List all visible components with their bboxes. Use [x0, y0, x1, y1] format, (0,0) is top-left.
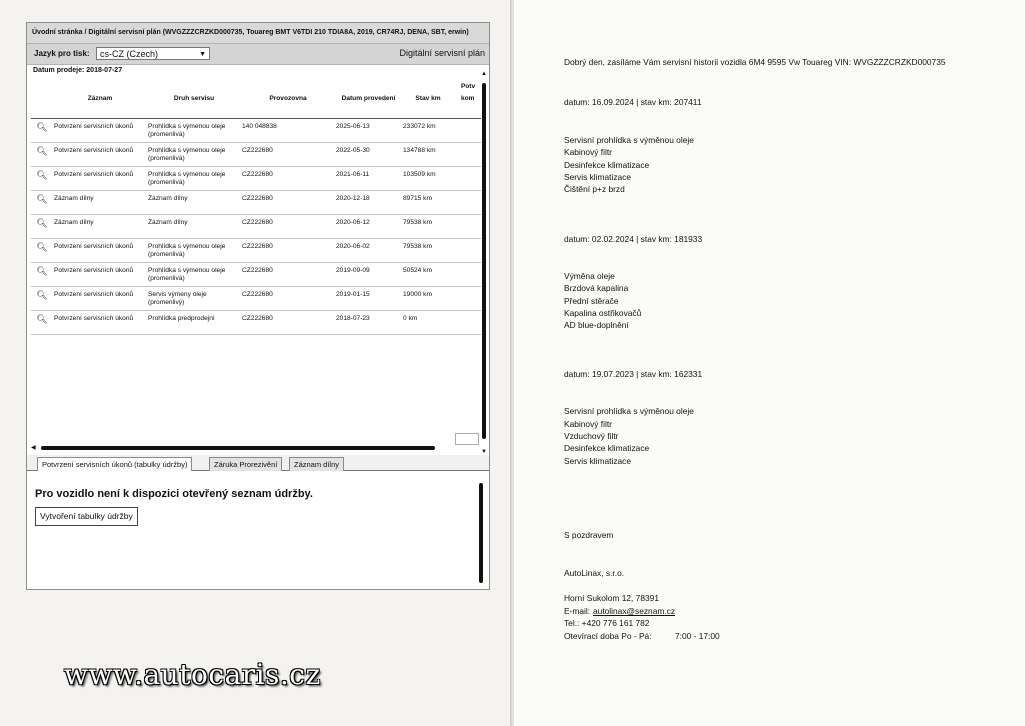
table-row[interactable] [31, 311, 481, 335]
entry-3-item: Desinfekce klimatizace [564, 443, 650, 453]
cell-km: 0 km [402, 311, 454, 335]
cell-record: Potvrzení servisních úkonů [53, 263, 147, 287]
cell-record: Potvrzení servisních úkonů [53, 119, 147, 143]
no-maintenance-list-message: Pro vozidlo není k dispozici otevřený seznam údržby. [35, 488, 313, 500]
column-header-date[interactable]: Datum provedení [335, 78, 402, 119]
magnifier-icon[interactable]: 🔍︎ [31, 167, 53, 191]
cell-type: Prohlídka s výmenou oleje (promenlivá) [147, 167, 241, 191]
letter-greeting: S pozdravem [564, 530, 614, 540]
cell-blank [454, 287, 481, 311]
company-address: Horní Sukolom 12, 78391 [564, 593, 659, 603]
cell-type: Prohlídka s výmenou oleje (promenlivá) [147, 119, 241, 143]
cell-record: Potvrzení servisních úkonů [53, 287, 147, 311]
cell-km: 19000 km [402, 287, 454, 311]
language-bar [27, 43, 489, 65]
language-select[interactable] [96, 47, 210, 60]
cell-date: 2019-01-15 [335, 287, 402, 311]
entry-2-item: Výměna oleje [564, 271, 615, 281]
magnifier-icon[interactable]: 🔍︎ [31, 239, 53, 263]
cell-site: CZ222680 [241, 239, 335, 263]
entry-3-item: Vzduchový filtr [564, 431, 619, 441]
cell-site: CZ222680 [241, 311, 335, 335]
entry-1-item: Kabinový filtr [564, 147, 612, 157]
cell-type: Záznam dílny [147, 215, 241, 239]
scroll-up-arrow-icon[interactable]: ▲ [481, 71, 487, 77]
entry-2-item: Přední stěrače [564, 296, 619, 306]
cell-blank [454, 191, 481, 215]
cell-date: 2020-06-02 [335, 239, 402, 263]
cell-record: Záznam dílny [53, 191, 147, 215]
table-row[interactable] [31, 143, 481, 167]
language-label: Jazyk pro tisk: [34, 49, 90, 58]
column-header-type[interactable]: Druh servisu [147, 78, 241, 119]
vertical-scroll-thumb[interactable] [482, 83, 486, 439]
cell-type: Prohlídka s výmenou oleje (promenlivá) [147, 239, 241, 263]
cell-blank [454, 215, 481, 239]
cell-site: CZ222680 [241, 167, 335, 191]
cell-type: Záznam dílny [147, 191, 241, 215]
cell-km: 103509 km [402, 167, 454, 191]
cell-site: CZ222680 [241, 215, 335, 239]
cell-blank [454, 239, 481, 263]
entry-3-item: Kabinový filtr [564, 419, 612, 429]
column-header-potv[interactable]: Potv kom [461, 83, 476, 102]
email-label: E-mail: [564, 606, 591, 616]
entry-3-header: datum: 19.07.2023 | stav km: 162331 [564, 369, 703, 379]
scroll-left-arrow-icon[interactable]: ◀ [31, 445, 36, 451]
cell-date: 2019-09-09 [335, 263, 402, 287]
entry-1-item: Čištění p+z brzd [564, 184, 625, 194]
scroll-down-arrow-icon[interactable]: ▼ [481, 449, 487, 455]
cell-type: Prohlídka s výmenou oleje (promenlivá) [147, 263, 241, 287]
cell-type: Servis výmeny oleje (promenlivý) [147, 287, 241, 311]
magnifier-icon[interactable]: 🔍︎ [31, 119, 53, 143]
language-select-value: cs-CZ (Czech) [100, 49, 158, 59]
service-plan-window [26, 22, 490, 590]
cell-type: Prohlídka predprodejní [147, 311, 241, 335]
watermark: www.autocaris.cz [64, 658, 321, 691]
entry-1-header: datum: 16.09.2024 | stav km: 207411 [564, 97, 702, 107]
opening-hours: 7:00 - 17:00 [675, 631, 720, 641]
tab-rust-warranty[interactable]: Záruka Prorezivění [209, 457, 282, 471]
entry-2-item: AD blue-doplnění [564, 320, 629, 330]
magnifier-icon[interactable]: 🔍︎ [31, 311, 53, 335]
horizontal-scrollbar[interactable] [31, 445, 483, 451]
phone-number: Tel.: +420 776 161 782 [564, 618, 650, 628]
cell-blank [454, 119, 481, 143]
table-row[interactable] [31, 167, 481, 191]
scanned-page-left [0, 0, 512, 726]
magnifier-icon[interactable]: 🔍︎ [31, 287, 53, 311]
cell-date: 2025-06-13 [335, 119, 402, 143]
entry-1-item: Servis klimatizace [564, 172, 632, 182]
table-row[interactable] [31, 215, 481, 239]
cell-km: 134788 km [402, 143, 454, 167]
cell-blank [454, 143, 481, 167]
entry-1-item: Servisní prohlídka s výměnou oleje [564, 135, 694, 145]
tabs-bar [27, 455, 489, 471]
table-row[interactable] [31, 287, 481, 311]
maintenance-panel [27, 471, 489, 588]
digital-service-plan-link[interactable]: Digitální servisní plán [399, 48, 485, 58]
scroll-corner-box [455, 433, 479, 445]
window-title: Úvodní stránka / Digitální servisní plán (WVGZZZCRZKD000735, Touareg BMT V6TDI 210 TDIA8A, 2019, CR74RJ, DENA, SBT, erwin) [27, 23, 489, 43]
horizontal-scroll-thumb[interactable] [41, 446, 435, 450]
service-records-table-wrap [31, 78, 481, 451]
magnifier-icon[interactable]: 🔍︎ [31, 143, 53, 167]
scanned-page-right [514, 0, 1025, 726]
entry-1-item: Desinfekce klimatizace [564, 160, 650, 170]
table-row[interactable] [31, 239, 481, 263]
cell-km: 79538 km [402, 215, 454, 239]
table-row[interactable] [31, 119, 481, 143]
cell-record: Potvrzení servisních úkonů [53, 167, 147, 191]
cell-record: Záznam dílny [53, 215, 147, 239]
company-name: AutoLinax, s.r.o. [564, 568, 625, 578]
cell-blank [454, 311, 481, 335]
column-header-site[interactable]: Provozovna [241, 78, 335, 119]
email-link[interactable]: autolinax@seznam.cz [593, 606, 676, 616]
entry-3-item: Servis klimatizace [564, 456, 632, 466]
column-header-record[interactable]: Záznam [53, 78, 147, 119]
cell-site: CZ222680 [241, 143, 335, 167]
opening-hours-label: Otevírací doba Po - Pá: [564, 631, 652, 641]
entry-2-header: datum: 02.02.2024 | stav km: 181933 [564, 234, 703, 244]
cell-site: CZ222680 [241, 287, 335, 311]
cell-date: 2022-05-30 [335, 143, 402, 167]
tab-service-confirmations[interactable]: Potvrzení servisních úkonů (tabulky údržby) [37, 457, 192, 471]
cell-blank [454, 263, 481, 287]
entry-2-item: Brzdová kapalina [564, 283, 629, 293]
entry-3-item: Servisní prohlídka s výměnou oleje [564, 406, 694, 416]
sale-date: Datum prodeje: 2018-07-27 [33, 67, 123, 74]
magnifier-icon[interactable]: 🔍︎ [31, 215, 53, 239]
cell-date: 2020-12-18 [335, 191, 402, 215]
table-row[interactable] [31, 191, 481, 215]
table-header-row [31, 78, 481, 119]
create-maintenance-table-button[interactable]: Vytvoření tabulky údržby [35, 507, 138, 526]
cell-date: 2021-06-11 [335, 167, 402, 191]
magnifier-icon[interactable]: 🔍︎ [31, 263, 53, 287]
cell-type: Prohlídka s výmenou oleje (promenlivá) [147, 143, 241, 167]
table-row[interactable] [31, 263, 481, 287]
cell-record: Potvrzení servisních úkonů [53, 143, 147, 167]
panel-scroll-thumb[interactable] [479, 483, 483, 583]
entry-2-item: Kapalina ostřikovačů [564, 308, 642, 318]
column-header-icon [31, 78, 53, 119]
magnifier-icon[interactable]: 🔍︎ [31, 191, 53, 215]
service-records-table [31, 78, 481, 335]
tab-workshop-record[interactable]: Záznam dílny [289, 457, 344, 471]
cell-date: 2018-07-23 [335, 311, 402, 335]
cell-record: Potvrzení servisních úkonů [53, 311, 147, 335]
cell-site: CZ222680 [241, 191, 335, 215]
chevron-down-icon: ▼ [199, 51, 206, 58]
cell-site: CZ222680 [241, 263, 335, 287]
cell-km: 89715 km [402, 191, 454, 215]
cell-record: Potvrzení servisních úkonů [53, 239, 147, 263]
cell-km: 233072 km [402, 119, 454, 143]
cell-km: 50524 km [402, 263, 454, 287]
cell-date: 2020-06-12 [335, 215, 402, 239]
cell-km: 79538 km [402, 239, 454, 263]
cell-site: 140 048838 [241, 119, 335, 143]
letter-intro: Dobrý den, zasíláme Vám servisní historii vozidla 6M4 9595 Vw Touareg VIN: WVGZZZCRZKD000735 [564, 57, 946, 67]
vertical-scrollbar[interactable] [481, 71, 487, 455]
column-header-km[interactable]: Stav km [402, 78, 454, 119]
cell-blank [454, 167, 481, 191]
